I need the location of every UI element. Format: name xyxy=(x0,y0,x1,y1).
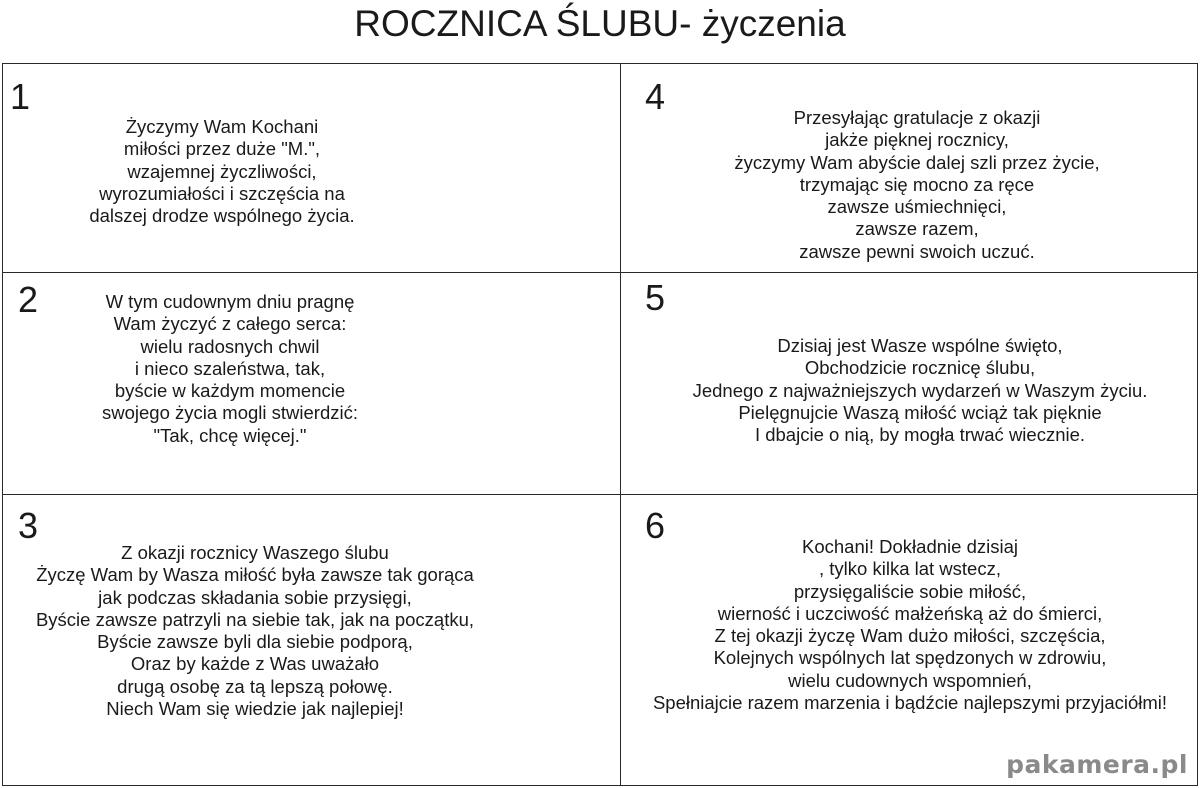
cell-4-line: zawsze pewni swoich uczuć. xyxy=(799,240,1035,262)
cell-4-line: zawsze uśmiechnięci, xyxy=(827,196,1007,218)
cell-3-number: 3 xyxy=(18,505,39,546)
cell-1-line: Życzymy Wam Kochani xyxy=(125,116,319,137)
cell-4-line: Przesyłając gratulacje z okazji xyxy=(793,107,1041,128)
cell-2-text xyxy=(30,291,430,447)
cell-6-line: Z tej okazji życzę Wam dużo miłości, szczęścia, xyxy=(714,625,1106,647)
cell-3-line: Życzę Wam by Wasza miłość była zawsze tak gorąca xyxy=(36,564,474,586)
cell-6-line: przysięgaliście sobie miłość, xyxy=(793,580,1027,602)
cell-3-line: Byście zawsze patrzyli na siebie tak, jak na początku, xyxy=(35,608,475,630)
cell-6-line: wierność i uczciwość małżeńską aż do śmierci, xyxy=(717,602,1103,624)
cell-1-number: 1 xyxy=(10,76,31,117)
cell-6-text xyxy=(630,536,1190,714)
cell-5-text xyxy=(620,335,1200,446)
cell-5-number: 5 xyxy=(645,277,666,318)
cell-1-line: wzajemnej życzliwości, xyxy=(127,160,317,182)
cell-1-text xyxy=(2,116,442,227)
cell-3-line: Oraz by każde z Was uważało xyxy=(130,653,380,675)
cell-2-line: i nieco szaleństwa, tak, xyxy=(134,357,326,379)
cell-2-line: W tym cudownym dniu pragnę xyxy=(105,291,355,312)
cell-5-line: Dzisiaj jest Wasze wspólne święto, xyxy=(777,335,1063,356)
cell-3-line: Byście zawsze byli dla siebie podporą, xyxy=(97,631,413,653)
cell-6-line: , tylko kilka lat wstecz, xyxy=(819,558,1001,580)
grid-top-border xyxy=(2,63,1198,64)
grid-bottom-border xyxy=(2,785,1198,786)
cell-4-line: jakże pięknej rocznicy, xyxy=(825,129,1009,151)
cell-4-line: życzymy Wam abyście dalej szli przez życie, xyxy=(734,151,1100,173)
cell-6-line: Kolejnych wspólnych lat spędzonych w zdrowiu, xyxy=(713,647,1107,669)
cell-3-line: drugą osobę za tą lepszą połowę. xyxy=(117,675,393,697)
cell-2-line: Wam życzyć z całego serca: xyxy=(113,313,347,335)
cell-5-line: Obchodzicie rocznicę ślubu, xyxy=(804,357,1036,379)
cell-2-line: byście w każdym momencie xyxy=(114,380,346,402)
cell-5-line: Pielęgnujcie Waszą miłość wciąż tak pięknie xyxy=(738,401,1102,423)
cell-4-line: trzymając się mocno za ręce xyxy=(799,173,1035,195)
cell-3-line: Z okazji rocznicy Waszego ślubu xyxy=(121,542,389,563)
watermark-logo: pakamera.pl xyxy=(1006,750,1188,779)
cell-6-line: Spełniajcie razem marzenia i bądźcie najlepszymi przyjaciółmi! xyxy=(652,692,1168,714)
cell-3-line: Niech Wam się wiedzie jak najlepiej! xyxy=(106,698,404,720)
cell-5-line: I dbajcie o nią, by mogła trwać wiecznie. xyxy=(754,424,1086,446)
cell-4-text xyxy=(617,107,1200,263)
cell-1-line: dalszej drodze wspólnego życia. xyxy=(89,205,355,227)
cell-6-number: 6 xyxy=(645,505,666,546)
cell-2-line: "Tak, chcę więcej." xyxy=(153,424,307,446)
cell-2-line: wielu radosnych chwil xyxy=(140,335,320,357)
cell-1-line: miłości przez duże "M.", xyxy=(123,138,321,160)
cell-3-line: jak podczas składania sobie przysięgi, xyxy=(98,586,412,608)
grid-row-divider-1 xyxy=(2,272,1198,273)
cell-4-line: zawsze razem, xyxy=(855,218,979,240)
grid-row-divider-2 xyxy=(2,494,1198,495)
page-title: ROCZNICA ŚLUBU- życzenia xyxy=(354,3,846,44)
cell-3-text xyxy=(5,542,505,720)
cell-6-line: wielu cudownych wspomnień, xyxy=(788,669,1032,691)
cell-4-number: 4 xyxy=(645,76,666,117)
cell-2-number: 2 xyxy=(18,279,39,320)
cell-6-line: Kochani! Dokładnie dzisiaj xyxy=(802,536,1018,557)
cell-1-line: wyrozumiałości i szczęścia na xyxy=(99,182,345,204)
cell-2-line: swojego życia mogli stwierdzić: xyxy=(101,402,358,424)
cell-5-line: Jednego z najważniejszych wydarzeń w Waszym życiu. xyxy=(692,379,1148,401)
